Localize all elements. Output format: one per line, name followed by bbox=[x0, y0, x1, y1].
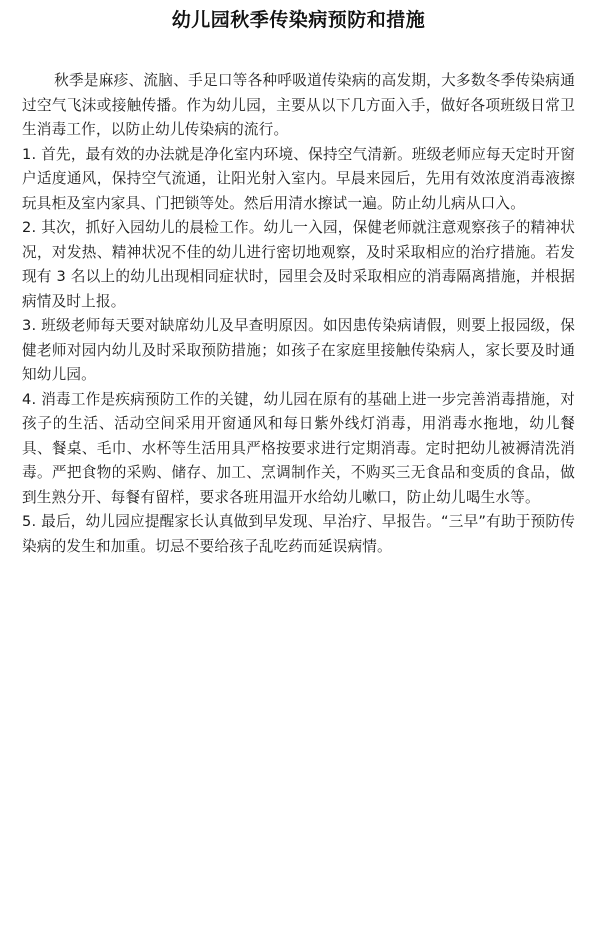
measure-item-5: 5. 最后，幼儿园应提醒家长认真做到早发现、早治疗、早报告。“三早”有助于预防传染病的发生和加重。切忌不要给孩子乱吃药而延误病情。 bbox=[22, 513, 575, 555]
document-body bbox=[22, 69, 575, 559]
measure-item-4: 4. 消毒工作是疾病预防工作的关键，幼儿园在原有的基础上进一步完善消毒措施，对孩子的生活、活动空间采用开窗通风和每日紫外线灯消毒，用消毒水拖地，幼儿餐具、餐桌、毛巾、水杯等生活用具严格按要求进行定期消毒。定时把幼儿被褥清洗消毒。严把食物的采购、储存、加工、烹调制作关，不购买三无食品和变质的食品，做到生熟分开、每餐有留样，要求各班用温开水给幼儿嗽口，防止幼儿喝生水等。 bbox=[22, 390, 575, 506]
document-title: 幼儿园秋季传染病预防和措施 bbox=[171, 9, 426, 31]
measure-item-2: 2. 其次，抓好入园幼儿的晨检工作。幼儿一入园，保健老师就注意观察孩子的精神状况，对发热、精神状况不佳的幼儿进行密切地观察，及时采取相应的治疗措施。若发现有 3 名以上的幼儿出现相同症状时，园里会及时采取相应的消毒隔离措施，并根据病情及时上报。 bbox=[22, 219, 575, 310]
intro-paragraph: 秋季是麻疹、流脑、手足口等各种呼吸道传染病的高发期，大多数冬季传染病通过空气飞沫或接触传播。作为幼儿园，主要从以下几方面入手，做好各项班级日常卫生消毒工作，以防止幼儿传染病的流行。 bbox=[22, 72, 575, 138]
measure-item-3: 3. 班级老师每天要对缺席幼儿及早查明原因。如因患传染病请假，则要上报园级，保健老师对园内幼儿及时采取预防措施；如孩子在家庭里接触传染病人，家长要及时通知幼儿园。 bbox=[22, 317, 575, 383]
measure-item-1: 1. 首先，最有效的办法就是净化室内环境、保持空气清新。班级老师应每天定时开窗户适度通风，保持空气流通，让阳光射入室内。早晨来园后，先用有效浓度消毒液擦玩具柜及室内家具、门把锁等处。然后用清水擦试一遍。防止幼儿病从口入。 bbox=[22, 145, 575, 212]
